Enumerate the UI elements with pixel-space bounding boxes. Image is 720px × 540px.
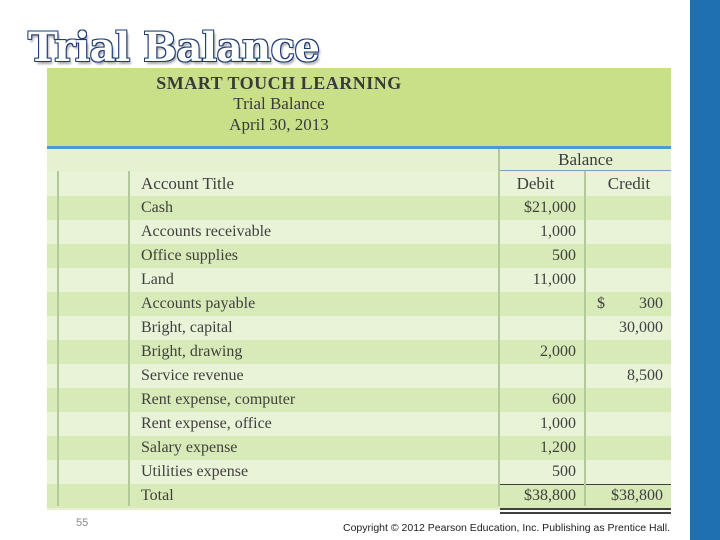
debit-amount: 1,200	[540, 439, 576, 456]
credit-value: 8,500	[627, 367, 663, 384]
account-column-rule	[128, 171, 130, 506]
account-name: Office supplies	[141, 247, 239, 264]
report-name: Trial Balance	[233, 94, 325, 113]
credit-amount	[587, 364, 663, 388]
page-number: 55	[76, 517, 89, 529]
debit-amount: 500	[552, 463, 576, 480]
total-double-rule-a	[500, 508, 671, 510]
left-rule	[57, 171, 59, 506]
debit-column-rule	[498, 149, 500, 506]
table-row	[47, 244, 671, 268]
total-label: Total	[141, 487, 174, 504]
credit-amount	[587, 436, 663, 460]
table-row	[47, 436, 671, 460]
account-name: Rent expense, office	[141, 415, 272, 432]
debit-amount	[500, 316, 576, 340]
account-title-header: Account Title	[141, 174, 235, 193]
credit-value: 30,000	[619, 319, 663, 336]
account-name: Service revenue	[141, 367, 244, 384]
credit-amount	[587, 292, 663, 316]
copyright-notice: Copyright © 2012 Pearson Education, Inc. Publishing as Prentice Hall.	[343, 522, 671, 534]
credit-header: Credit	[607, 174, 651, 193]
debit-amount: 2,000	[540, 343, 576, 360]
credit-amount	[587, 388, 663, 412]
credit-column-rule	[584, 171, 586, 506]
debit-amount: 600	[552, 391, 576, 408]
debit-amount: 11,000	[532, 271, 576, 288]
debit-amount	[500, 364, 576, 388]
trial-balance-table	[47, 68, 671, 510]
table-row	[47, 340, 671, 364]
column-header-row	[47, 172, 671, 196]
credit-amount	[587, 460, 663, 484]
credit-amount	[587, 196, 663, 220]
report-date: April 30, 2013	[229, 115, 329, 134]
table-row	[47, 220, 671, 244]
debit-amount: $21,000	[524, 199, 576, 216]
debit-header: Debit	[516, 174, 555, 193]
debit-amount	[500, 292, 576, 316]
account-name: Rent expense, computer	[141, 391, 296, 408]
credit-amount	[587, 268, 663, 292]
total-debit: $38,800	[524, 487, 576, 504]
credit-amount	[587, 340, 663, 364]
account-name: Bright, capital	[141, 319, 233, 336]
total-credit: $38,800	[611, 487, 663, 504]
account-name: Cash	[141, 199, 173, 216]
account-name: Salary expense	[141, 439, 238, 456]
credit-amount	[587, 244, 663, 268]
credit-amount	[587, 412, 663, 436]
table-row	[47, 196, 671, 220]
table-row	[47, 268, 671, 292]
credit-dollar-sign: $	[597, 295, 605, 312]
total-row	[47, 484, 671, 508]
account-name: Accounts payable	[141, 295, 256, 312]
credit-amount	[587, 220, 663, 244]
balance-header: Balance	[558, 150, 613, 169]
total-double-rule-b	[500, 512, 671, 514]
table-row	[47, 460, 671, 484]
credit-value: 300	[639, 295, 663, 312]
table-row	[47, 412, 671, 436]
account-name: Land	[141, 271, 174, 288]
slide-title: Trial Balance	[28, 24, 320, 71]
table-row	[47, 316, 671, 340]
table-row	[47, 388, 671, 412]
account-name: Bright, drawing	[141, 343, 243, 360]
table-row	[47, 364, 671, 388]
account-name: Utilities expense	[141, 463, 249, 480]
decorative-side-bar	[690, 0, 720, 540]
credit-amount	[587, 316, 663, 340]
account-name: Accounts receivable	[141, 223, 272, 240]
company-name: SMART TOUCH LEARNING	[156, 73, 402, 93]
debit-amount: 500	[552, 247, 576, 264]
debit-amount: 1,000	[540, 415, 576, 432]
debit-amount: 1,000	[540, 223, 576, 240]
table-row	[47, 292, 671, 316]
